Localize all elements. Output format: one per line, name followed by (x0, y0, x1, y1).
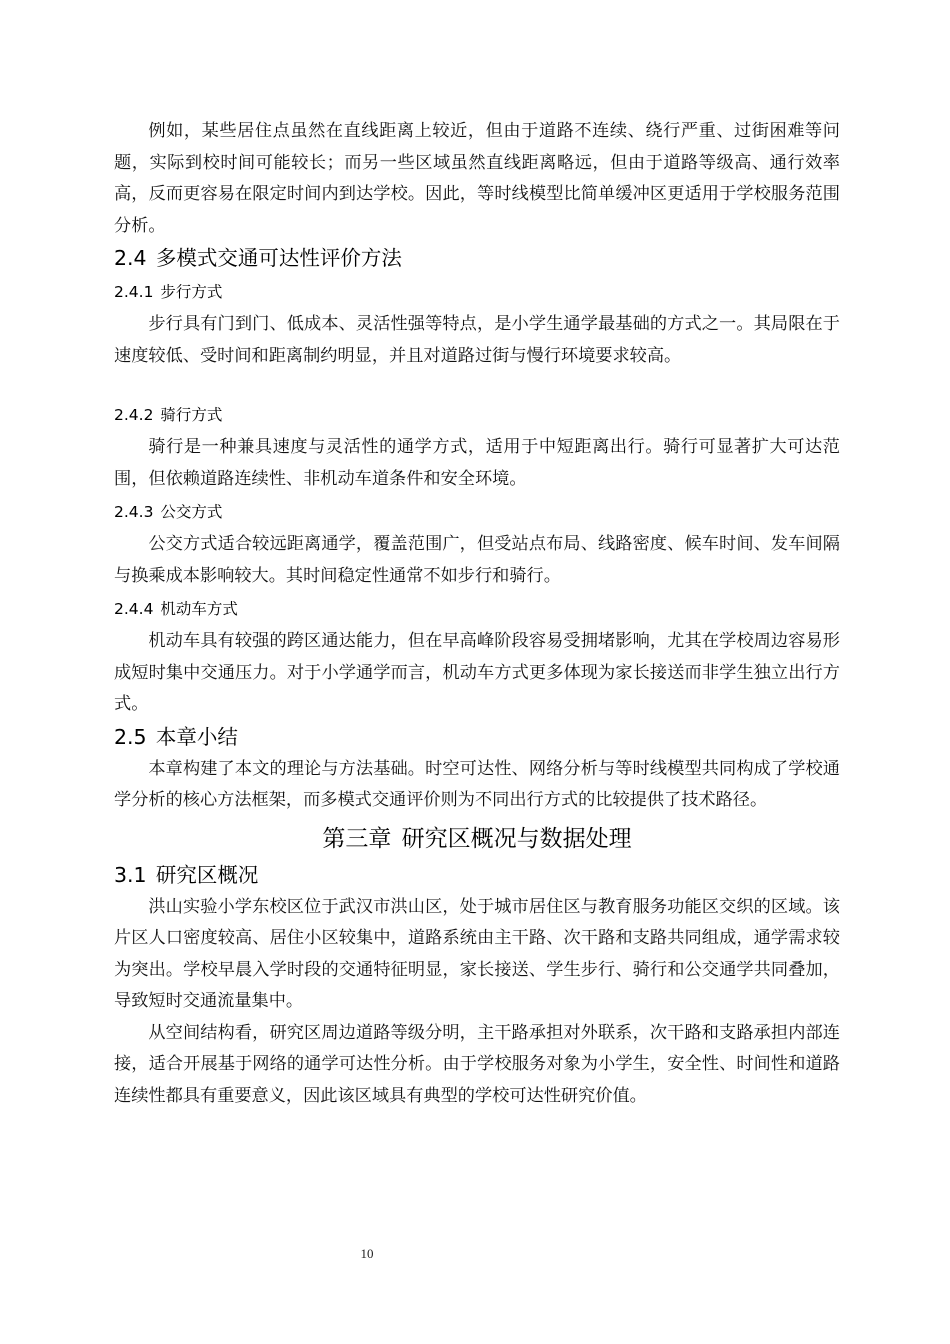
section-number: 2.4 (114, 246, 147, 270)
chapter-number: 第三章 (322, 825, 392, 852)
section-heading-2-5 (114, 721, 840, 754)
paragraph-bus: 公交方式适合较远距离通学，覆盖范围广，但受站点布局、线路密度、候车时间、发车间隔与换乘成本影响较大。其时间稳定性通常不如步行和骑行。 (114, 534, 840, 586)
paragraph-study-area-location: 洪山实验小学东校区位于武汉市洪山区，处于城市居住区与教育服务功能区交织的区域。该片区人口密度较高、居住小区较集中，道路系统由主干路、次干路和支路共同组成，通学需求较为突出。学校早晨入学时段的交通特征明显，家长接送、学生步行、骑行和公交通学共同叠加，导致短时交通流量集中。 (114, 896, 840, 1011)
subsection-number: 2.4.1 (114, 283, 154, 301)
subsection-number: 2.4.3 (114, 503, 154, 521)
section-title: 研究区概况 (155, 862, 259, 887)
page-number: 10 (360, 1246, 374, 1261)
subsection-heading-2-4-4 (114, 592, 840, 626)
chapter-heading (114, 819, 840, 859)
section-title: 本章小结 (155, 724, 238, 749)
paragraph-study-area-structure: 从空间结构看，研究区周边道路等级分明，主干路承担对外联系，次干路和支路承担内部连接，适合开展基于网络的通学可达性分析。由于学校服务对象为小学生，安全性、时间性和道路连续性都具有重要意义，因此该区域具有典型的学校可达性研究价值。 (114, 1022, 840, 1106)
section-heading-2-4 (114, 242, 840, 275)
blank-line (114, 372, 840, 398)
paragraph-chapter-summary: 本章构建了本文的理论与方法基础。时空可达性、网络分析与等时线模型共同构成了学校通学分析的核心方法框架，而多模式交通评价则为不同出行方式的比较提供了技术路径。 (114, 758, 840, 810)
paragraph-isochrone-advantage: 例如，某些居住点虽然在直线距离上较近，但由于道路不连续、绕行严重、过街困难等问题，实际到校时间可能较长；而另一些区域虽然直线距离略远，但由于道路等级高、通行效率高，反而更容易在限定时间内到达学校。因此，等时线模型比简单缓冲区更适用于学校服务范围分析。 (114, 121, 840, 236)
page-content (114, 116, 840, 1112)
chapter-title: 研究区概况与数据处理 (401, 825, 632, 852)
subsection-number: 2.4.4 (114, 600, 154, 618)
subsection-title: 机动车方式 (160, 600, 238, 618)
subsection-title: 骑行方式 (160, 406, 223, 424)
subsection-number: 2.4.2 (114, 406, 154, 424)
subsection-title: 步行方式 (160, 283, 223, 301)
subsection-heading-2-4-3 (114, 495, 840, 529)
subsection-title: 公交方式 (160, 503, 223, 521)
paragraph-motor-vehicle: 机动车具有较强的跨区通达能力，但在早高峰阶段容易受拥堵影响，尤其在学校周边容易形成短时集中交通压力。对于小学通学而言，机动车方式更多体现为家长接送而非学生独立出行方式。 (114, 631, 840, 714)
section-number: 2.5 (114, 724, 147, 749)
paragraph-walking: 步行具有门到门、低成本、灵活性强等特点，是小学生通学最基础的方式之一。其局限在于速度较低、受时间和距离制约明显，并且对道路过街与慢行环境要求较高。 (114, 314, 840, 366)
section-number: 3.1 (114, 862, 147, 887)
paragraph-cycling: 骑行是一种兼具速度与灵活性的通学方式，适用于中短距离出行。骑行可显著扩大可达范围，但依赖道路连续性、非机动车道条件和安全环境。 (114, 437, 840, 489)
subsection-heading-2-4-2 (114, 398, 840, 432)
section-heading-3-1 (114, 859, 840, 892)
subsection-heading-2-4-1 (114, 275, 840, 309)
section-title: 多模式交通可达性评价方法 (155, 246, 402, 270)
